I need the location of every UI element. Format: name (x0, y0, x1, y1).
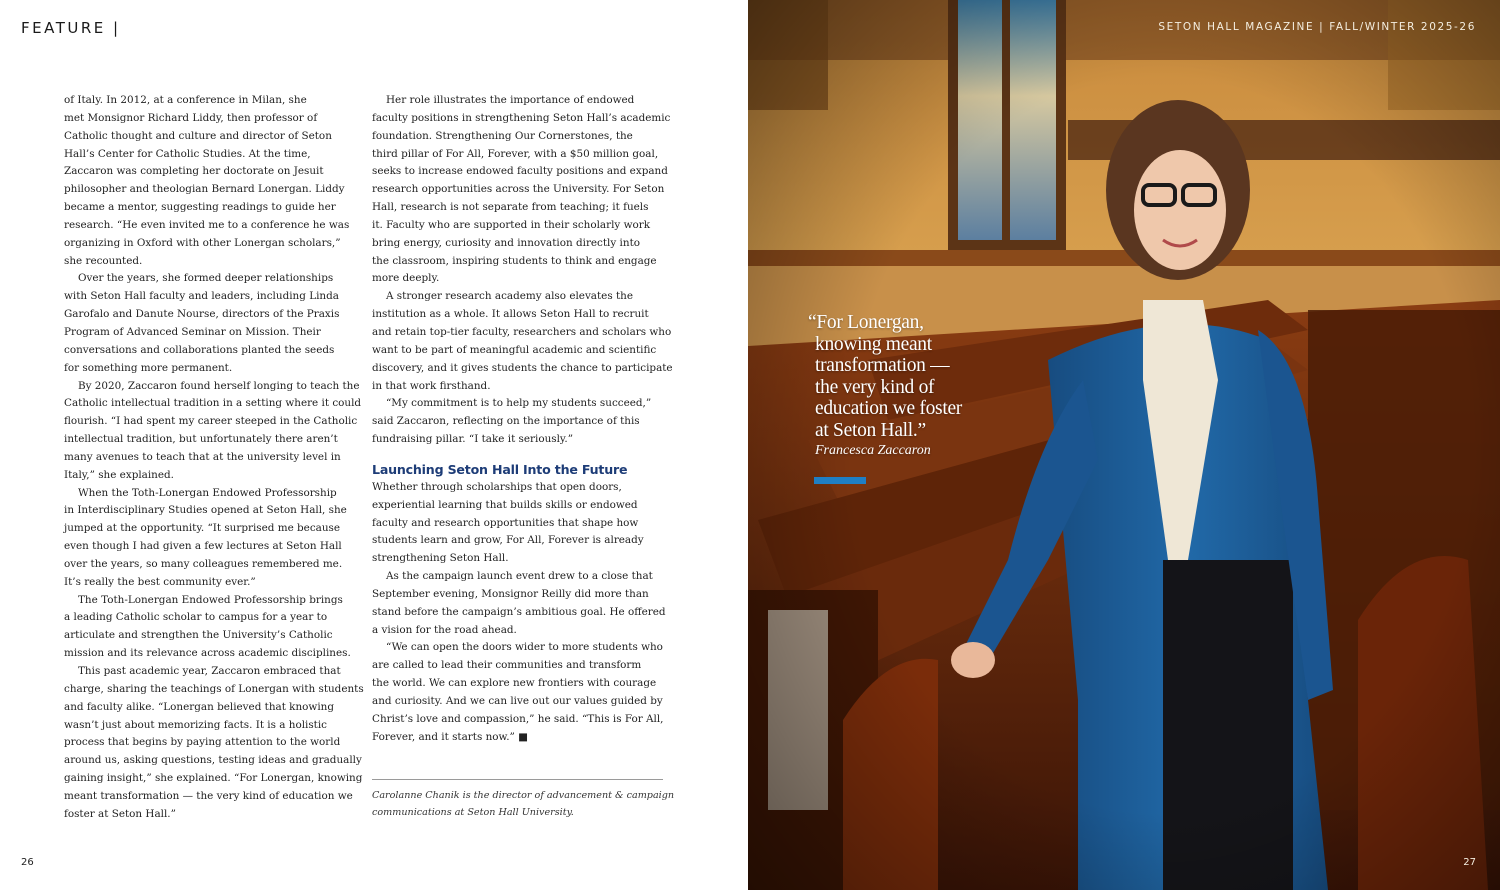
article-line: philosopher and theologian Bernard Lonergan. Liddy (64, 183, 345, 196)
article-line: she recounted. (64, 254, 143, 267)
article-column-1 (64, 92, 364, 824)
article-line: research. “He even invited me to a conference he was (64, 218, 350, 231)
pull-quote (808, 312, 998, 441)
article-line: are called to lead their communities and transform (372, 659, 642, 672)
article-line: conversations and collaborations planted the seeds (64, 343, 335, 356)
article-column-2-top (372, 92, 672, 449)
article-line: process that begins by paying attention to the world (64, 736, 341, 749)
pull-quote-line: at Seton Hall.” (815, 419, 926, 441)
article-line: Forever, and it starts now.” ■ (372, 730, 528, 743)
article-line: many avenues to teach that at the university level in (64, 450, 341, 463)
article-line: It’s really the best community ever.” (64, 575, 256, 588)
article-line: of Italy. In 2012, at a conference in Milan, she (64, 94, 307, 106)
author-note-divider (372, 779, 663, 780)
article-line: Catholic thought and culture and director of Seton (64, 129, 332, 142)
article-line: even though I had given a few lectures at Seton Hall (64, 540, 342, 553)
article-line: Italy,” she explained. (64, 468, 174, 481)
article-line: third pillar of For All, Forever, with a $50 million goal, (372, 147, 659, 160)
magazine-header: SETON HALL MAGAZINE | FALL/WINTER 2025-26 (1158, 21, 1476, 33)
article-line: wasn’t just about memorizing facts. It is a holistic (64, 718, 327, 731)
page-number-right: 27 (1463, 857, 1476, 868)
article-line: in Interdisciplinary Studies opened at Seton Hall, she (64, 504, 347, 517)
article-line: faculty positions in strengthening Seton Hall’s academic (372, 111, 671, 124)
article-line: “We can open the doors wider to more students who (386, 641, 663, 654)
subheading: Launching Seton Hall Into the Future (372, 461, 628, 477)
article-line: flourish. “I had spent my career steeped in the Catholic (64, 415, 358, 428)
article-line: a leading Catholic scholar to campus for a year to (64, 611, 328, 624)
author-note-line: Carolanne Chanik is the director of advancement & campaign (372, 790, 675, 801)
article-line: the classroom, inspiring students to think and engage (372, 254, 657, 267)
article-line: The Toth-Lonergan Endowed Professorship brings (78, 593, 343, 606)
article-line: and curiosity. And we can live out our values guided by (372, 695, 663, 707)
pull-quote-line: education we foster (815, 398, 962, 419)
article-line: Hall’s Center for Catholic Studies. At the time, (64, 147, 311, 160)
right-page (748, 0, 1500, 890)
pull-quote-attribution: Francesca Zaccaron (815, 443, 931, 458)
article-line: fundraising pillar. “I take it seriously.” (372, 433, 574, 446)
article-line: it. Faculty who are supported in their scholarly work (372, 218, 650, 231)
article-line: faculty and research opportunities that shape how (372, 516, 639, 529)
article-line: met Monsignor Richard Liddy, then professor of (64, 111, 318, 124)
article-line: stand before the campaign’s ambitious goal. He offered (372, 605, 666, 618)
article-line: institution as a whole. It allows Seton Hall to recruit (372, 308, 649, 321)
pull-quote-line: knowing meant (815, 333, 932, 355)
article-line: want to be part of meaningful academic and scientific (372, 343, 657, 356)
article-line: around us, asking questions, testing ideas and gradually (64, 754, 362, 767)
article-line: jumped at the opportunity. “It surprised me because (64, 522, 341, 535)
article-line: with Seton Hall faculty and leaders, including Linda (64, 290, 339, 303)
article-line: “My commitment is to help my students succeed,” (386, 397, 652, 410)
article-column-2-bottom (372, 479, 672, 747)
page-number-left: 26 (21, 857, 34, 868)
article-line: in that work firsthand. (372, 379, 491, 392)
article-line: said Zaccaron, reflecting on the importance of this (372, 415, 640, 428)
article-line: strengthening Seton Hall. (372, 552, 509, 565)
article-line: meant transformation — the very kind of education we (64, 789, 353, 802)
article-line: This past academic year, Zaccaron embraced that (78, 665, 341, 677)
article-line: for something more permanent. (64, 361, 233, 374)
article-line: the world. We can explore new frontiers with courage (372, 677, 657, 690)
article-line: experiential learning that builds skills or endowed (372, 498, 638, 511)
article-line: A stronger research academy also elevates the (386, 290, 633, 303)
article-line: students learn and grow, For All, Forever is already (372, 534, 644, 547)
article-line: became a mentor, suggesting readings to guide her (64, 201, 336, 214)
left-page (0, 0, 748, 890)
article-column-2 (372, 92, 672, 747)
article-line: Zaccaron was completing her doctorate on Jesuit (64, 165, 324, 178)
article-line: charge, sharing the teachings of Lonergan with students (64, 682, 364, 695)
article-line: Whether through scholarships that open doors, (372, 480, 622, 493)
article-line: more deeply. (372, 272, 440, 285)
author-note-line: communications at Seton Hall University. (372, 807, 574, 818)
article-line: foster at Seton Hall.” (64, 807, 176, 820)
article-line: As the campaign launch event drew to a close that (386, 570, 653, 583)
pull-quote-accent-bar (814, 477, 866, 484)
article-line: research opportunities across the University. For Seton (372, 183, 665, 196)
article-line: and retain top-tier faculty, researchers and scholars who (372, 325, 672, 338)
article-line: discovery, and it gives students the chance to participate (372, 361, 673, 374)
article-line: a vision for the road ahead. (372, 623, 517, 636)
article-line: Hall, research is not separate from teaching; it fuels (372, 201, 649, 214)
article-line: over the years, so many colleagues remembered me. (64, 557, 343, 570)
article-line: intellectual tradition, but unfortunately there aren’t (64, 433, 338, 446)
article-line: mission and its relevance across academic disciplines. (64, 647, 351, 660)
article-line: and faculty alike. “Lonergan believed that knowing (64, 700, 334, 713)
pull-quote-line: the very kind of (815, 376, 935, 398)
section-label: FEATURE | (21, 19, 121, 37)
article-line: Catholic intellectual tradition in a setting where it could (64, 397, 362, 410)
article-line: Over the years, she formed deeper relationships (78, 272, 334, 285)
article-line: Garofalo and Danute Nourse, directors of the Praxis (64, 308, 340, 321)
article-line: Christ’s love and compassion,” he said. “This is For All, (372, 712, 664, 725)
article-line: foundation. Strengthening Our Cornerstones, the (372, 129, 633, 142)
article-line: By 2020, Zaccaron found herself longing to teach the (78, 379, 360, 392)
article-line: Her role illustrates the importance of endowed (386, 94, 635, 106)
pull-quote-line: transformation — (815, 355, 950, 376)
article-line: seeks to increase endowed faculty positions and expand (372, 165, 668, 178)
article-line: September evening, Monsignor Reilly did more than (372, 587, 649, 600)
author-note (372, 787, 675, 821)
article-line: Program of Advanced Seminar on Mission. Their (64, 325, 321, 338)
article-line: gaining insight,” she explained. “For Lonergan, knowing (64, 772, 363, 785)
article-line: articulate and strengthen the University’s Catholic (64, 629, 333, 642)
article-line: organizing in Oxford with other Lonergan scholars,” (64, 236, 341, 249)
pull-quote-line: “For Lonergan, (808, 312, 924, 333)
article-line: bring energy, curiosity and innovation directly into (372, 236, 640, 249)
article-line: When the Toth-Lonergan Endowed Professorship (78, 486, 337, 499)
